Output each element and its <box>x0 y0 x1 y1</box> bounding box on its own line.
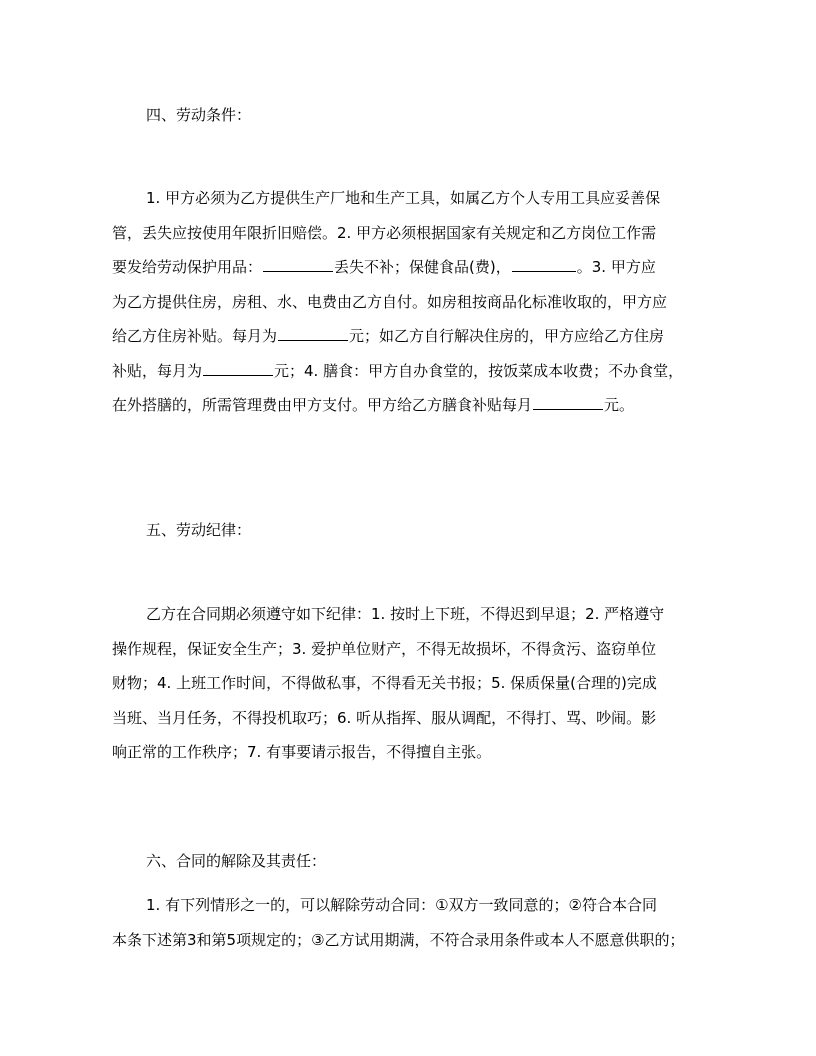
text-segment: 元。 <box>604 396 635 414</box>
text-segment: 元；如乙方自行解决住房的，甲方应给乙方住房 <box>349 327 665 345</box>
text-line: 本条下述第3和第5项规定的；③乙方试用期满，不符合录用条件或本人不愿意供职的； <box>112 930 685 949</box>
section-heading-contract-termination: 六、合同的解除及其责任： <box>146 852 327 870</box>
section-heading-labor-conditions: 四、劳动条件： <box>146 106 252 124</box>
fill-in-blank <box>263 257 333 272</box>
text-segment: 丢失不补；保健食品(费)， <box>334 258 511 276</box>
text-segment: 给乙方住房补贴。每月为 <box>112 327 278 345</box>
text-segment: 要发给劳动保护用品： <box>112 258 263 276</box>
text-line: 1. 甲方必须为乙方提供生产厂地和生产工具，如属乙方个人专用工具应妥善保 <box>146 189 661 207</box>
section-heading-labor-discipline: 五、劳动纪律： <box>146 521 252 539</box>
text-line <box>112 354 702 389</box>
text-segment: 元；4. 膳食：甲方自办食堂的，按饭菜成本收费；不办食堂， <box>274 361 684 380</box>
text-line: 乙方在合同期必须遵守如下纪律：1. 按时上下班，不得迟到早退；2. 严格遵守 <box>146 605 665 623</box>
text-line: 财物；4. 上班工作时间，不得做私事，不得看无关书报；5. 保质保量(合理的)完成 <box>112 674 657 692</box>
paragraph-labor-conditions <box>112 181 702 423</box>
text-segment: 在外搭膳的，所需管理费由甲方支付。甲方给乙方膳食补贴每月 <box>112 396 533 414</box>
text-line <box>112 250 702 285</box>
paragraph-contract-termination <box>112 888 702 957</box>
text-line: 为乙方提供住房，房租、水、电费由乙方自付。如房租按商品化标准收取的，甲方应 <box>112 292 668 311</box>
text-line: 当班、当月任务，不得投机取巧；6. 听从指挥、服从调配，不得打、骂、吵闹。影 <box>112 708 657 727</box>
text-line: 操作规程，保证安全生产；3. 爱护单位财产，不得无故损坏，不得贪污、盗窃单位 <box>112 639 657 658</box>
paragraph-labor-discipline <box>112 597 702 770</box>
text-line: 响正常的工作秩序；7. 有事要请示报告，不得擅自主张。 <box>112 743 492 761</box>
fill-in-blank <box>203 361 273 376</box>
text-line <box>112 319 702 354</box>
text-line: 管，丢失应按使用年限折旧赔偿。2. 甲方必须根据国家有关规定和乙方岗位工作需 <box>112 223 657 242</box>
text-segment: 补贴，每月为 <box>112 361 203 380</box>
fill-in-blank <box>533 395 603 410</box>
text-line: 1. 有下列情形之一的，可以解除劳动合同：①双方一致同意的；②符合本合同 <box>146 896 657 914</box>
fill-in-blank <box>278 326 348 341</box>
text-line <box>112 388 702 423</box>
fill-in-blank <box>512 257 576 272</box>
text-segment: 。3. 甲方应 <box>576 258 656 276</box>
